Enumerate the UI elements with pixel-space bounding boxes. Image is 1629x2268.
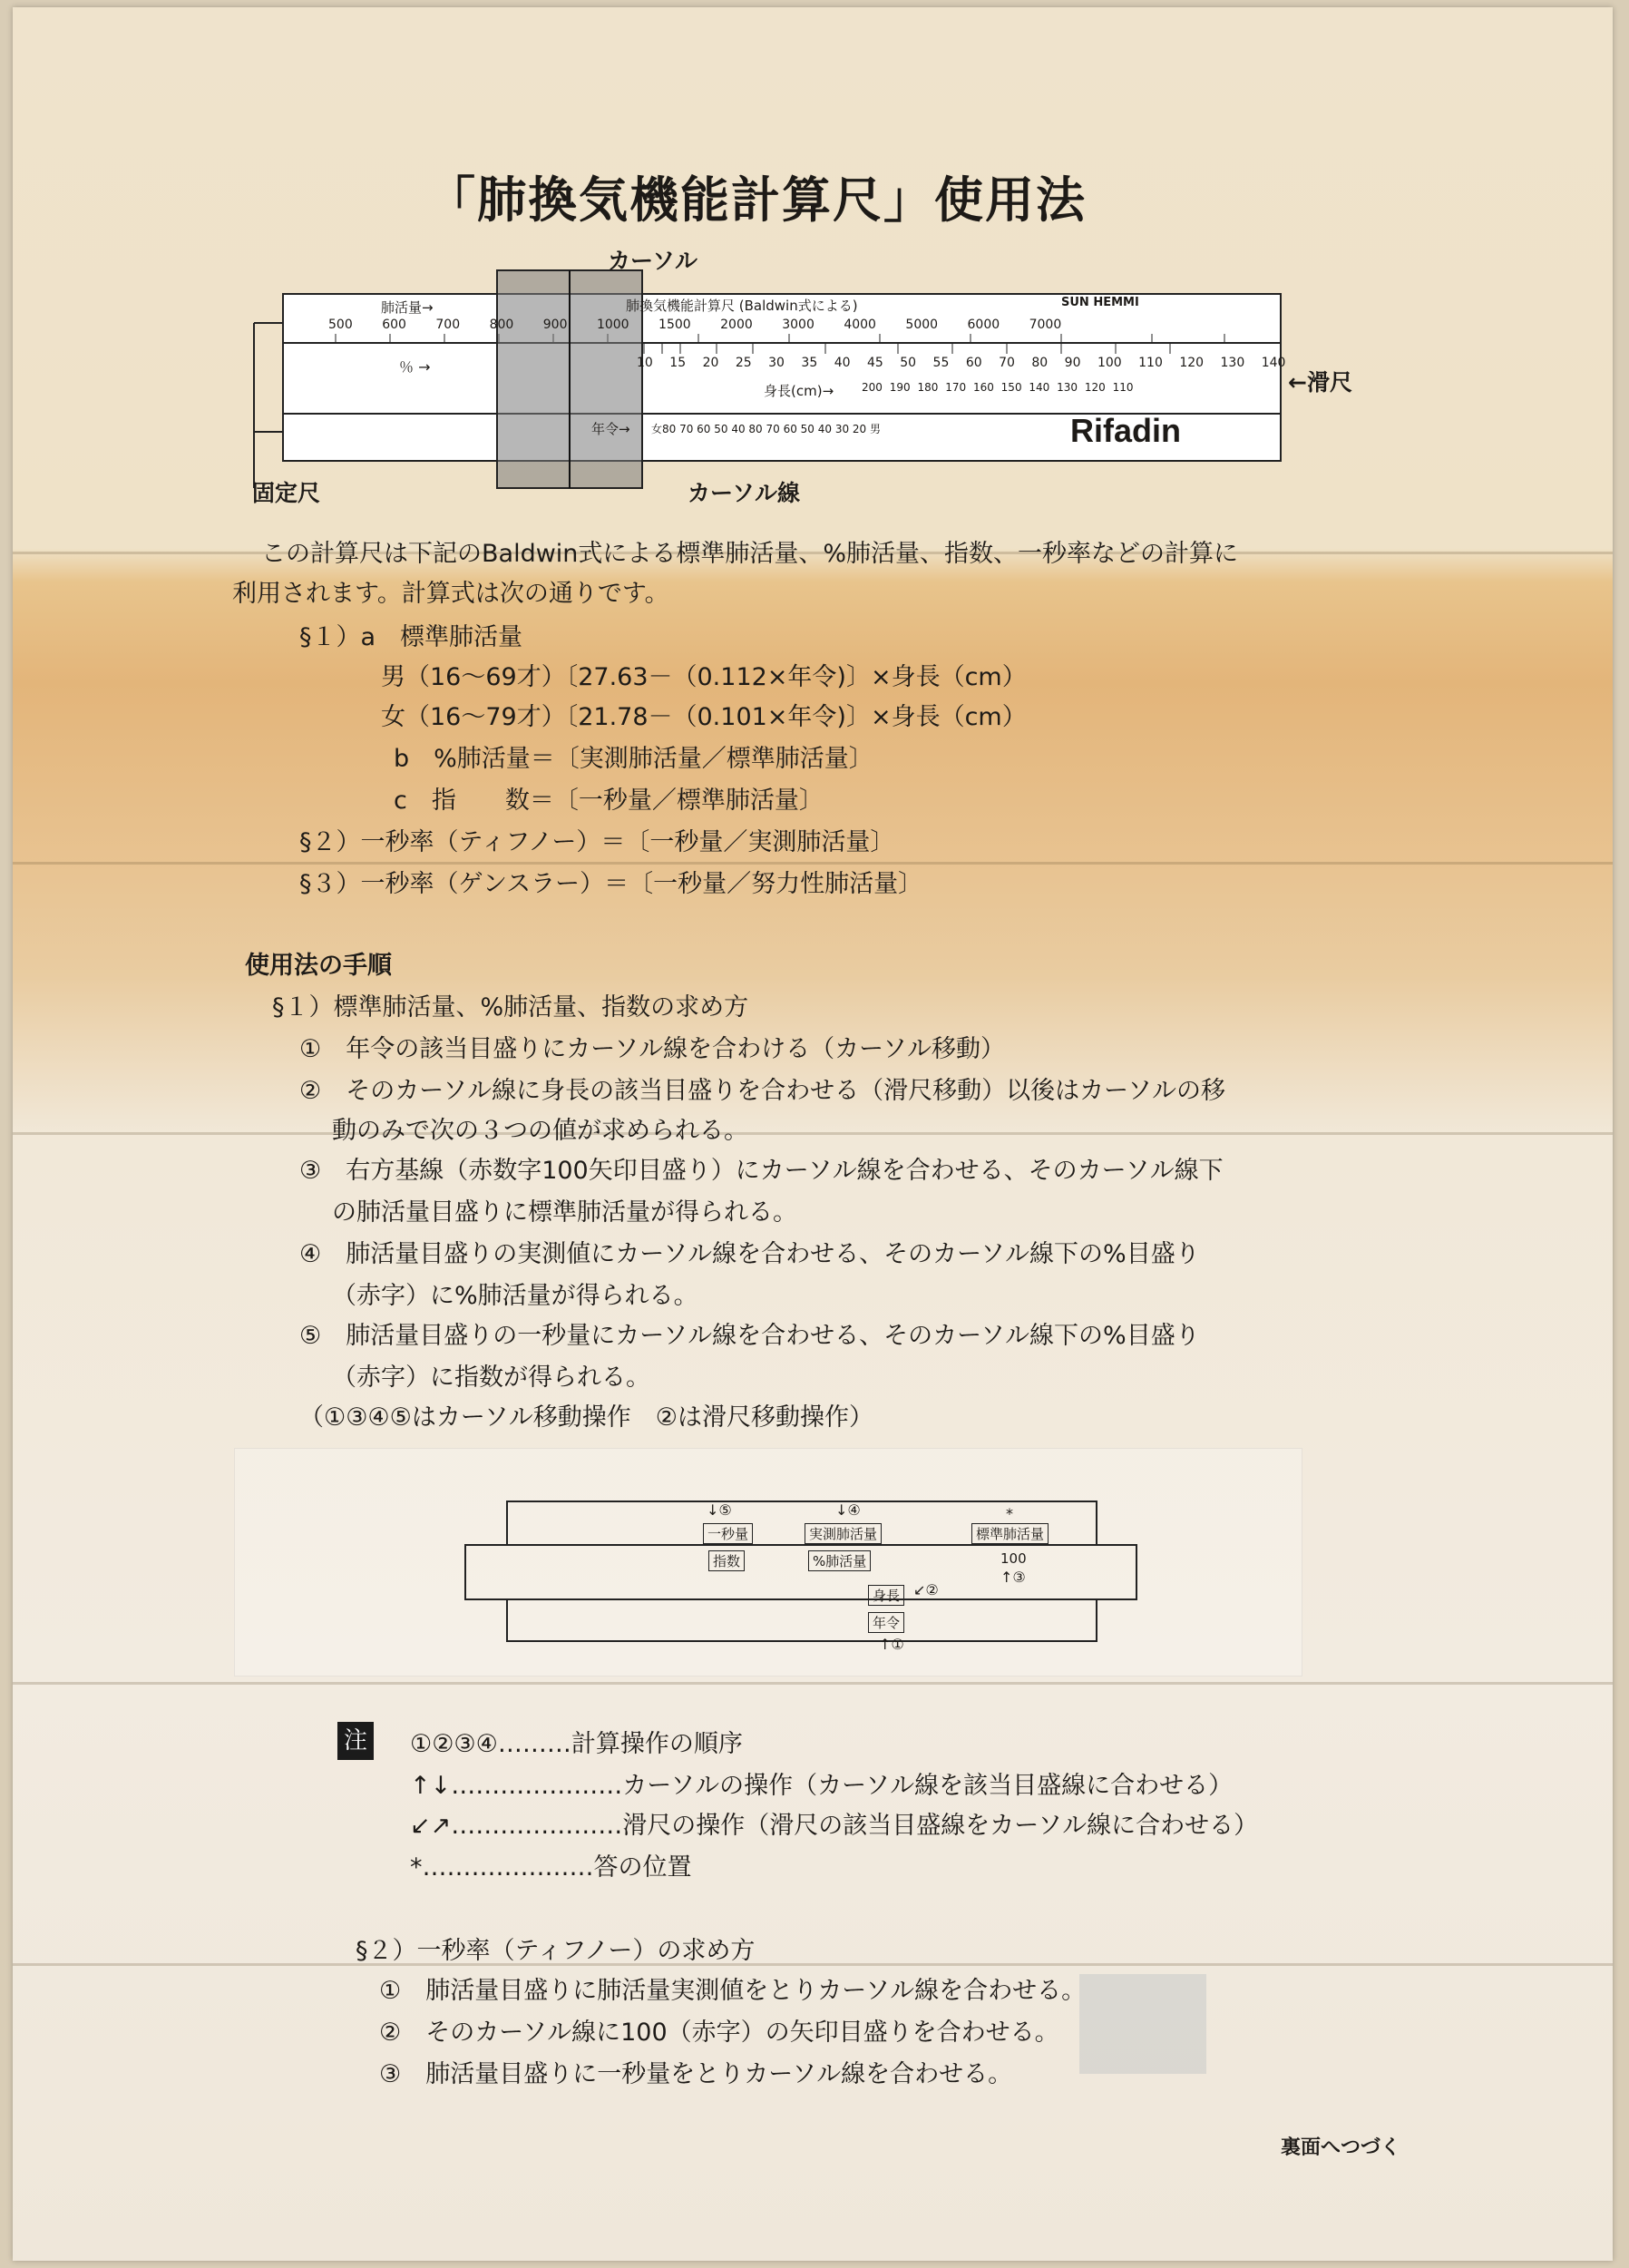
section2-step-3: ③ 肺活量目盛りに一秒量をとりカーソル線を合わせる。 bbox=[379, 2060, 1013, 2088]
brand-logo: Rifadin bbox=[1070, 412, 1181, 449]
slide-label: ←滑尺 bbox=[1288, 369, 1352, 396]
procedure-step-3b: の肺活量目盛りに標準肺活量が得られる。 bbox=[332, 1198, 797, 1227]
height-scale: 200 190 180 170 160 150 140 130 120 110 bbox=[862, 381, 1134, 394]
faded-stamp-icon bbox=[1079, 1974, 1206, 2074]
marker-5: ↓⑤ bbox=[707, 1501, 732, 1519]
label-age: 年令 bbox=[868, 1612, 904, 1633]
procedure-step-5a: ⑤ 肺活量目盛りの一秒量にカーソル線を合わせる、そのカーソル線下の%目盛り bbox=[299, 1322, 1200, 1350]
label-height: 身長 bbox=[868, 1585, 904, 1606]
vital-capacity-label: 肺活量→ bbox=[381, 299, 434, 316]
marker-4: ↓④ bbox=[835, 1501, 861, 1519]
procedure-step-4a: ④ 肺活量目盛りの実測値にカーソル線を合わせる、そのカーソル線下の%目盛り bbox=[299, 1240, 1200, 1268]
intro-line-1: この計算尺は下記のBaldwin式による標準肺活量、%肺活量、指数、一秒率などの計算に bbox=[261, 540, 1239, 568]
label-measured-vc: 実測肺活量 bbox=[805, 1523, 882, 1544]
procedure-step-2a: ② そのカーソル線に身長の該当目盛りを合わせる（滑尺移動）以後はカーソルの移 bbox=[299, 1077, 1226, 1105]
operation-diagram-svg bbox=[235, 1449, 1302, 1676]
fold-line bbox=[13, 1132, 1613, 1135]
note-1: ①②③④………計算操作の順序 bbox=[410, 1730, 743, 1758]
procedure-s1-title: §１）標準肺活量、%肺活量、指数の求め方 bbox=[272, 993, 749, 1022]
fixed-rule-label: 固定尺 bbox=[252, 480, 321, 506]
procedure-step-1: ① 年令の該当目盛りにカーソル線を合わける（カーソル移動） bbox=[299, 1035, 1006, 1063]
note-badge: 注 bbox=[337, 1722, 374, 1760]
formula-b: b %肺活量＝〔実測肺活量／標準肺活量〕 bbox=[394, 745, 873, 773]
cursor-label: カーソル bbox=[608, 248, 698, 274]
procedure-heading: 使用法の手順 bbox=[245, 952, 392, 980]
footer-continue: 裏面へつづく bbox=[1281, 2136, 1401, 2159]
formula-s3: §３）一秒率（ゲンスラー）＝〔一秒量／努力性肺活量〕 bbox=[299, 870, 923, 898]
section2-step-2: ② そのカーソル線に100（赤字）の矢印目盛りを合わせる。 bbox=[379, 2019, 1059, 2047]
fold-line bbox=[13, 1963, 1613, 1966]
formula-s2: §２）一秒率（ティフノー）＝〔一秒量／実測肺活量〕 bbox=[299, 828, 895, 856]
marker-3: ↑③ bbox=[1000, 1569, 1026, 1586]
note-2: ↑↓…………………カーソルの操作（カーソル線を該当目盛線に合わせる） bbox=[410, 1772, 1234, 1800]
operation-diagram bbox=[234, 1448, 1302, 1677]
procedure-step-2b: 動のみで次の３つの値が求められる。 bbox=[332, 1117, 748, 1145]
label-pct-vc: %肺活量 bbox=[808, 1550, 871, 1571]
note-3: ↙↗…………………滑尺の操作（滑尺の該当目盛線をカーソル線に合わせる） bbox=[410, 1812, 1259, 1840]
fold-line bbox=[13, 1682, 1613, 1685]
marker-2: ↙② bbox=[913, 1581, 939, 1598]
label-index: 指数 bbox=[708, 1550, 745, 1571]
slide-rule-svg bbox=[245, 243, 1370, 515]
percent-scale: 10 15 20 25 30 35 40 45 50 55 60 70 80 90 100 110 120 130 140 bbox=[637, 356, 1286, 370]
procedure-step-3a: ③ 右方基線（赤数字100矢印目盛り）にカーソル線を合わせる、そのカーソル線下 bbox=[299, 1157, 1224, 1185]
intro-line-2: 利用されます。計算式は次の通りです。 bbox=[232, 580, 669, 608]
section2-title: §２）一秒率（ティフノー）の求め方 bbox=[356, 1937, 756, 1965]
procedure-step-5b: （赤字）に指数が得られる。 bbox=[332, 1364, 650, 1392]
star-marker: * bbox=[1006, 1505, 1013, 1522]
label-standard-vc: 標準肺活量 bbox=[971, 1523, 1049, 1544]
formula-male: 男（16～69才）〔27.63－（0.112×年令)〕×身長（cm） bbox=[381, 663, 1027, 691]
diagram-lower-bar bbox=[507, 1599, 1097, 1641]
page-title: 「肺換気機能計算尺」使用法 bbox=[426, 171, 1087, 229]
label-one-second: 一秒量 bbox=[703, 1523, 753, 1544]
procedure-step-4b: （赤字）に%肺活量が得られる。 bbox=[332, 1282, 698, 1310]
height-label: 身長(cm)→ bbox=[764, 383, 834, 399]
section2-step-1: ① 肺活量目盛りに肺活量実測値をとりカーソル線を合わせる。 bbox=[379, 1977, 1087, 2005]
rule-name: 肺換気機能計算尺 (Baldwin式による) bbox=[626, 298, 858, 314]
slide-rule-illustration bbox=[245, 243, 1370, 515]
marker-1: ↑① bbox=[879, 1636, 904, 1653]
vital-capacity-scale: 500 600 700 800 900 1000 1500 2000 3000 4000 5000 6000 7000 bbox=[328, 318, 1062, 332]
label-hundred: 100 bbox=[1000, 1550, 1027, 1567]
procedure-ops-note: （①③④⑤はカーソル移動操作 ②は滑尺移動操作） bbox=[299, 1403, 873, 1432]
diagram-slide-bar bbox=[465, 1545, 1136, 1599]
age-scale: 女80 70 60 50 40 80 70 60 50 40 30 20 男 bbox=[651, 423, 882, 435]
formula-female: 女（16～79才）〔21.78－（0.101×年令)〕×身長（cm） bbox=[381, 703, 1027, 731]
age-label: 年令→ bbox=[591, 421, 630, 437]
cursor-line-label: カーソル線 bbox=[688, 480, 801, 506]
note-4: *…………………答の位置 bbox=[410, 1853, 692, 1882]
maker-logo: SUN HEMMI bbox=[1061, 296, 1139, 309]
formula-s1a: §１）a 標準肺活量 bbox=[299, 623, 523, 651]
percent-label: ％ → bbox=[399, 358, 431, 376]
formula-c: c 指 数＝〔一秒量／標準肺活量〕 bbox=[394, 787, 824, 815]
